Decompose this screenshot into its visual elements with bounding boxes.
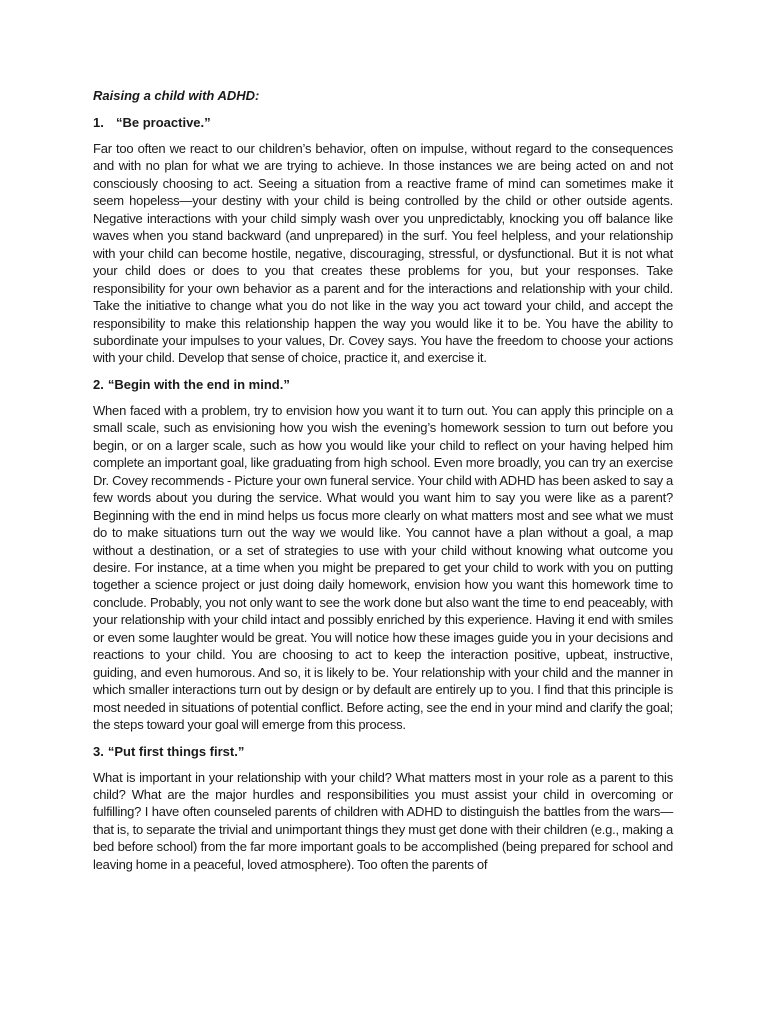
section-heading-2: [93, 376, 673, 393]
section-number-2: 2.: [93, 376, 104, 392]
document-page: [93, 87, 673, 882]
section-number-3: 3.: [93, 743, 104, 759]
section-heading-2-text: “Begin with the end in mind.”: [107, 376, 290, 392]
section-body-3: What is important in your relationship with your child? What matters most in your role as a parent to this child? What are the major hurdles and responsibilities you must assist your child in overcoming or fulfilling? I have often counseled parents of children with ADHD to distinguish the battles from the wars—that is, to separate the trivial and unimportant things they must get done with their children (e.g., making a bed before school) from the far more important goals to be accomplished (being prepared for school and leaving home in a peaceful, loved atmosphere). Too often the parents of: [93, 769, 673, 872]
document-title: Raising a child with ADHD:: [93, 88, 260, 103]
section-number-1: 1.: [93, 115, 104, 130]
section-heading-1: [93, 114, 673, 131]
section-heading-3-text: “Put first things first.”: [107, 743, 245, 759]
section-body-2: When faced with a problem, try to envision how you want it to turn out. You can apply this principle on a small scale, such as envisioning how you wish the evening’s homework session to turn out before you begin, or on a larger scale, such as how you would like your child to reflect on your having helped him complete an important goal, like graduating from high school. Even more broadly, you can try an exercise Dr. Covey recommends - Picture your own funeral service. Your child with ADHD has been asked to say a few words about you during the service. What would you want him to say you were like as a parent? Beginning with the end in mind helps us focus more clearly on what matters most and see what we must do to make situations turn out the way we would like. You cannot have a plan without a goal, a map without a destination, or a set of strategies to use with your child without knowing what outcome you desire. For instance, at a time when you might be prepared to get your child to work with you on putting together a science project or just doing daily homework, envision how you want this homework time to conclude. Probably, you not only want to see the work done but also want the time to end peaceably, with your relationship with your child intact and possibly enriched by this experience. Having it end with smiles or even some laughter would be great. You will notice how these images guide you in your decisions and reactions to your child. You are choosing to act to keep the interaction positive, upbeat, instructive, guiding, and even humorous. And so, it is likely to be. Your relationship with your child and the manner in which smaller interactions turn out by design or by default are entirely up to you. I find that this principle is most needed in situations of potential conflict. Before acting, see the end in your mind and clarify the goal; the steps toward your goal will emerge from this process.: [93, 402, 673, 733]
section-body-1: Far too often we react to our children’s behavior, often on impulse, without regard to the consequences and with no plan for what we are trying to achieve. In those instances we are being acted on and not consciously choosing to act. Seeing a situation from a reactive frame of mind can sometimes make it seem hopeless—your destiny with your child is being controlled by the child or other outside agents. Negative interactions with your child simply wash over you unpredictably, knocking you off balance like waves when you stand backward (and unprepared) in the surf. You feel helpless, and your relationship with your child can become hostile, negative, discouraging, stressful, or dysfunctional. But it is not what your child does or does to you that creates these problems for you, but your responses. Take responsibility for your own behavior as a parent and for the interactions and relationship with your child. Take the initiative to change what you do not like in the way you act toward your child, and accept the responsibility to make this relationship happen the way you would like it to be. You have the ability to subordinate your impulses to your values, Dr. Covey says. You have the freedom to choose your actions with your child. Develop that sense of choice, practice it, and exercise it.: [93, 141, 673, 366]
section-heading-3: [93, 743, 673, 760]
section-heading-1-text: “Be proactive.”: [116, 115, 211, 130]
